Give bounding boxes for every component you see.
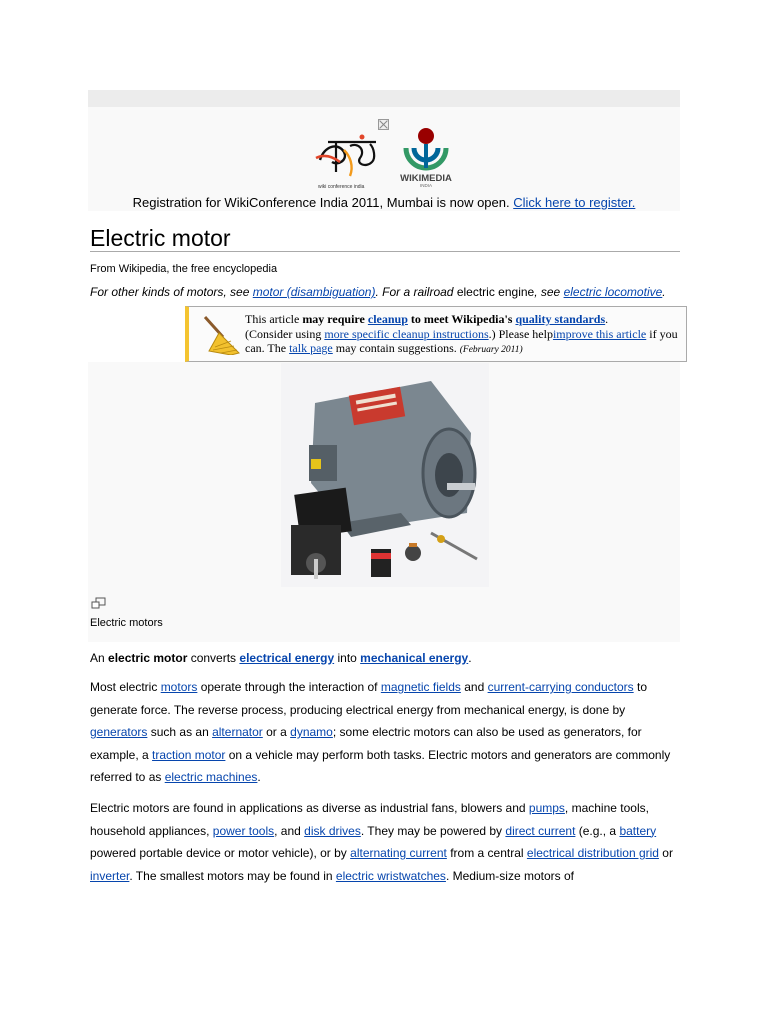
hatnote-text: electric engine [456,285,535,299]
paragraph-text: Electric motors are found in applications as diverse as industrial fans, blowers and [90,801,529,815]
bold-term: electric motor [108,651,188,665]
paragraph-text: converts [187,651,240,665]
disk-drives-link[interactable]: disk drives [304,823,361,838]
electrical-energy-link[interactable]: electrical energy [239,651,335,665]
article-paragraph [90,797,678,887]
paragraph-text: on a vehicle may perform both tasks. Electric motors and generators are commonly referred to as [90,747,671,784]
quality-standards-link[interactable]: quality standards [515,312,606,326]
paragraph-text: , and [274,823,305,838]
notice-text: .) Please help [488,326,553,341]
paragraph-text: ; some electric motors can also be used as generators, for example, a [90,725,642,762]
paragraph-text: or [658,846,673,860]
paragraph-text: . They may be powered by [360,823,506,838]
mechanical-energy-link[interactable]: mechanical energy [360,651,469,665]
paragraph-text: or a [262,725,291,739]
pumps-link[interactable]: pumps [528,801,565,815]
broom-icon [201,313,241,355]
paragraph-text: from a central [446,846,527,860]
battery-link[interactable]: battery [619,823,657,838]
paragraph-text: powered portable device or motor vehicle), or by [90,846,351,860]
electric-wristwatches-link[interactable]: electric wristwatches [335,868,446,883]
inverter-link[interactable]: inverter [90,868,130,883]
hatnote [90,284,666,300]
page-title: Electric motor [90,224,680,252]
notice-date: (February 2011) [459,345,523,355]
hatnote-text: . [662,285,666,299]
notice-text: This article [245,312,303,326]
current-carrying-conductors-link[interactable]: current-carrying conductors [487,680,634,694]
paragraph-text: and [460,680,488,694]
electric-locomotive-link[interactable]: electric locomotive [563,285,663,299]
electric-motors-photo[interactable] [281,363,489,587]
register-link[interactable]: Click here to register. [513,195,636,210]
dynamo-link[interactable]: dynamo [290,725,333,739]
banner-message [88,194,680,212]
notice-text: may contain suggestions. [332,341,460,355]
wikimedia-india-logo[interactable] [394,126,458,188]
figure-caption: Electric motors [90,617,163,629]
paragraph-text: . [468,651,472,665]
notice-bold: may require [302,312,368,326]
cleanup-link[interactable]: cleanup [367,312,408,326]
paragraph-text: , machine tools, household appliances, [90,801,649,838]
notice-bold: to meet Wikipedia's [407,312,516,326]
generators-link[interactable]: generators [90,725,148,739]
traction-motor-link[interactable]: traction motor [152,747,226,762]
article-paragraph [90,647,678,670]
talk-page-link[interactable]: talk page [289,341,333,355]
wikimedia-logo-subtext: INDIA [419,183,433,188]
paragraph-text: . [257,770,261,784]
banner-top-strip [88,90,680,107]
direct-current-link[interactable]: direct current [505,823,576,838]
banner-message-text: Registration for WikiConference India 2011, Mumbai is now open. [132,195,510,210]
improve-article-link[interactable]: improve this article [552,326,647,341]
notice-text: if you can. The [245,326,678,355]
hatnote-text: . For a railroad [375,285,457,299]
notice-text: . [605,312,609,326]
electrical-distribution-grid-link[interactable]: electrical distribution grid [526,846,659,860]
wikiconference-logo[interactable] [314,132,386,190]
electric-machines-link[interactable]: electric machines [164,770,258,784]
broken-image-icon [378,119,389,130]
conference-logo-text: wiki conference india [318,184,365,190]
hatnote-text: , see [534,285,564,299]
paragraph-text: operate through the interaction of [197,680,381,694]
magnetic-fields-link[interactable]: magnetic fields [380,680,461,694]
paragraph-text: to generate force. The reverse process, producing electrical energy from mechanical energy, is done by [90,680,647,717]
motors-link[interactable]: motors [160,680,198,694]
enlarge-icon[interactable] [91,597,106,609]
alternator-link[interactable]: alternator [212,725,263,739]
paragraph-text: . Medium-size motors of [445,868,574,883]
paragraph-text: Most electric [90,680,161,694]
cleanup-instructions-link[interactable]: more specific cleanup instructions [324,326,489,341]
cleanup-notice-box [185,306,687,362]
notice-text: (Consider using [245,326,325,341]
alternating-current-link[interactable]: alternating current [350,846,447,860]
article-paragraph [90,676,678,789]
paragraph-text: (e.g., a [575,823,620,838]
power-tools-link[interactable]: power tools [212,823,275,838]
cleanup-notice-text [245,312,685,358]
paragraph-text: into [334,651,361,665]
paragraph-text: such as an [147,725,213,739]
wikimedia-logo-text: WIKIMEDIA [400,173,452,184]
paragraph-text: . The smallest motors may be found in [129,868,336,883]
motor-disambiguation-link[interactable]: motor (disambiguation) [252,285,376,299]
hatnote-text: For other kinds of motors, see [90,285,253,299]
paragraph-text: An [90,651,109,665]
site-tagline: From Wikipedia, the free encyclopedia [90,263,278,275]
